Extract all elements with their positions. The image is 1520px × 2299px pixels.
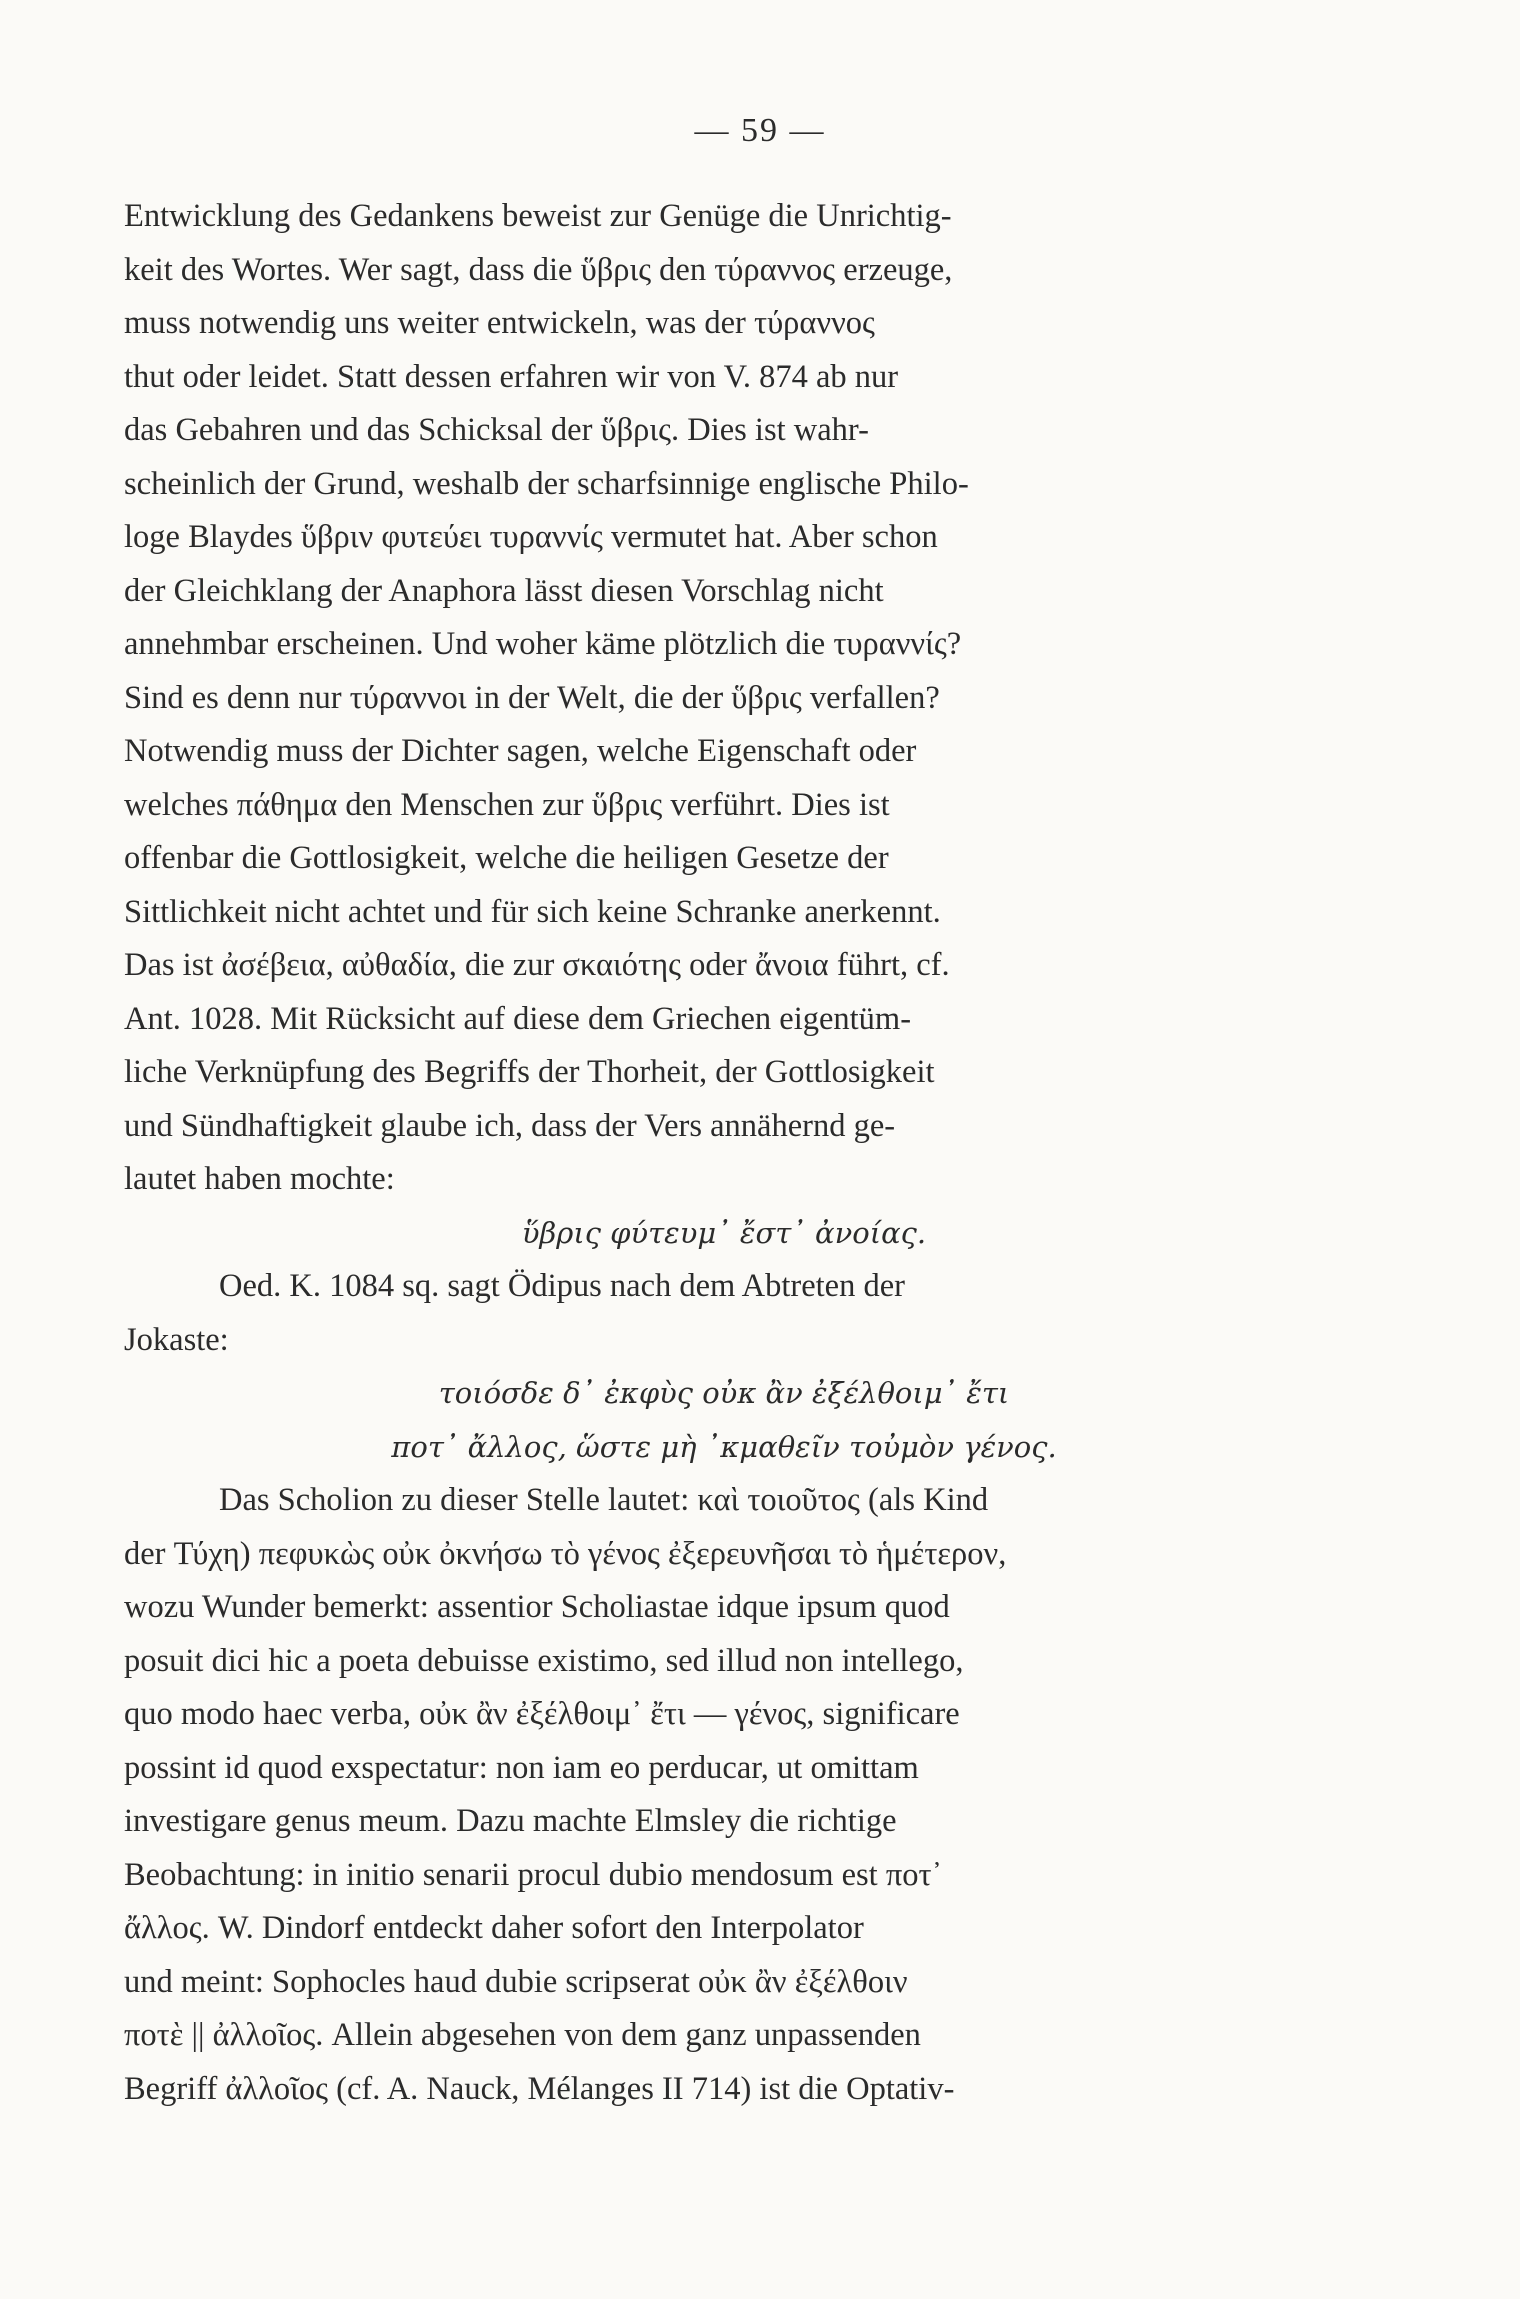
text-line: possint id quod exspectatur: non iam eo perducar, ut omittam [124,1749,919,1786]
verse-quotation: ποτ᾽ ἄλλος, ὥστε μὴ ᾽κμαθεῖν τοὐμὸν γένος. [391,1429,1057,1464]
text-line: ἄλλος. W. Dindorf entdeckt daher sofort den Interpolator [124,1910,864,1946]
text-line: wozu Wunder bemerkt: assentior Scholiastae idque ipsum quod [124,1589,950,1625]
text-body [124,190,1324,2116]
text-line: der Τύχη) πεφυκὼς οὐκ ὀκνήσω τὸ γένος ἐξερευνῆσαι τὸ ἡμέτερον, [124,1535,1007,1572]
text-line: welches πάθημα den Menschen zur ὕβρις verführt. Dies ist [124,786,890,823]
text-line: Notwendig muss der Dichter sagen, welche Eigenschaft oder [124,733,917,769]
text-line: Entwicklung des Gedankens beweist zur Genüge die Unrichtig- [124,198,952,234]
text-line: Sittlichkeit nicht achtet und für sich keine Schranke anerkennt. [124,893,941,930]
text-line: Sind es denn nur τύραννοι in der Welt, die der ὕβρις verfallen? [124,679,940,716]
text-line: lautet haben mochte: [124,1161,395,1197]
text-line: thut oder leidet. Statt dessen erfahren wir von V. 874 ab nur [124,358,899,395]
text-line: Jokaste: [124,1321,229,1358]
verse-quotation: τοιόσδε δ᾽ ἐκφὺς οὐκ ἂν ἐξέλθοιμ᾽ ἔτι [438,1376,1010,1410]
text-line: annehmbar erscheinen. Und woher käme plötzlich die τυραννίς? [124,626,962,662]
text-line: posuit dici hic a poeta debuisse existimo, sed illud non intellego, [124,1642,964,1679]
text-line: liche Verknüpfung des Begriffs der Thorheit, der Gottlosigkeit [124,1054,935,1090]
text-line: loge Blaydes ὕβριν φυτεύει τυραννίς vermutet hat. Aber schon [124,519,938,555]
text-line: Ant. 1028. Mit Rücksicht auf diese dem Griechen eigentüm- [124,1000,912,1037]
verse-quotation: ὕβρις φύτευμ᾽ ἔστ᾽ ἀνοίας. [521,1215,927,1250]
text-line: und Sündhaftigkeit glaube ich, dass der Vers annähernd ge- [124,1107,896,1144]
text-line: investigare genus meum. Dazu machte Elmsley die richtige [124,1803,897,1839]
text-line: offenbar die Gottlosigkeit, welche die heiligen Gesetze der [124,840,889,876]
text-line: scheinlich der Grund, weshalb der scharfsinnige englische Philo- [124,465,969,502]
text-line: Das ist ἀσέβεια, αὐθαδία, die zur σκαιότης oder ἄνοια führt, cf. [124,947,950,983]
text-line: Beobachtung: in initio senarii procul dubio mendosum est ποτ᾽ [124,1856,943,1893]
text-line: quo modo haec verba, οὐκ ἂν ἐξέλθοιμ᾽ ἔτι — γένος, significare [124,1696,960,1732]
text-line: ποτὲ || ἀλλοῖος. Allein abgesehen von dem ganz unpassenden [124,2017,921,2053]
text-line: keit des Wortes. Wer sagt, dass die ὕβρις den τύραννος erzeuge, [124,251,953,288]
text-line: muss notwendig uns weiter entwickeln, was der τύραννος [124,305,875,341]
text-line: das Gebahren und das Schicksal der ὕβρις. Dies ist wahr- [124,412,869,448]
text-line: Oed. K. 1084 sq. sagt Ödipus nach dem Abtreten der [219,1268,905,1304]
text-line: und meint: Sophocles haud dubie scripserat οὐκ ἂν ἐξέλθοιν [124,1963,908,2000]
page-number: — 59 — [694,112,826,149]
text-line: Das Scholion zu dieser Stelle lautet: καὶ τοιοῦτος (als Kind [219,1482,989,1518]
text-line: der Gleichklang der Anaphora lässt diesen Vorschlag nicht [124,572,884,609]
text-line: Begriff ἀλλοῖος (cf. A. Nauck, Mélanges II 714) ist die Optativ- [124,2070,955,2107]
